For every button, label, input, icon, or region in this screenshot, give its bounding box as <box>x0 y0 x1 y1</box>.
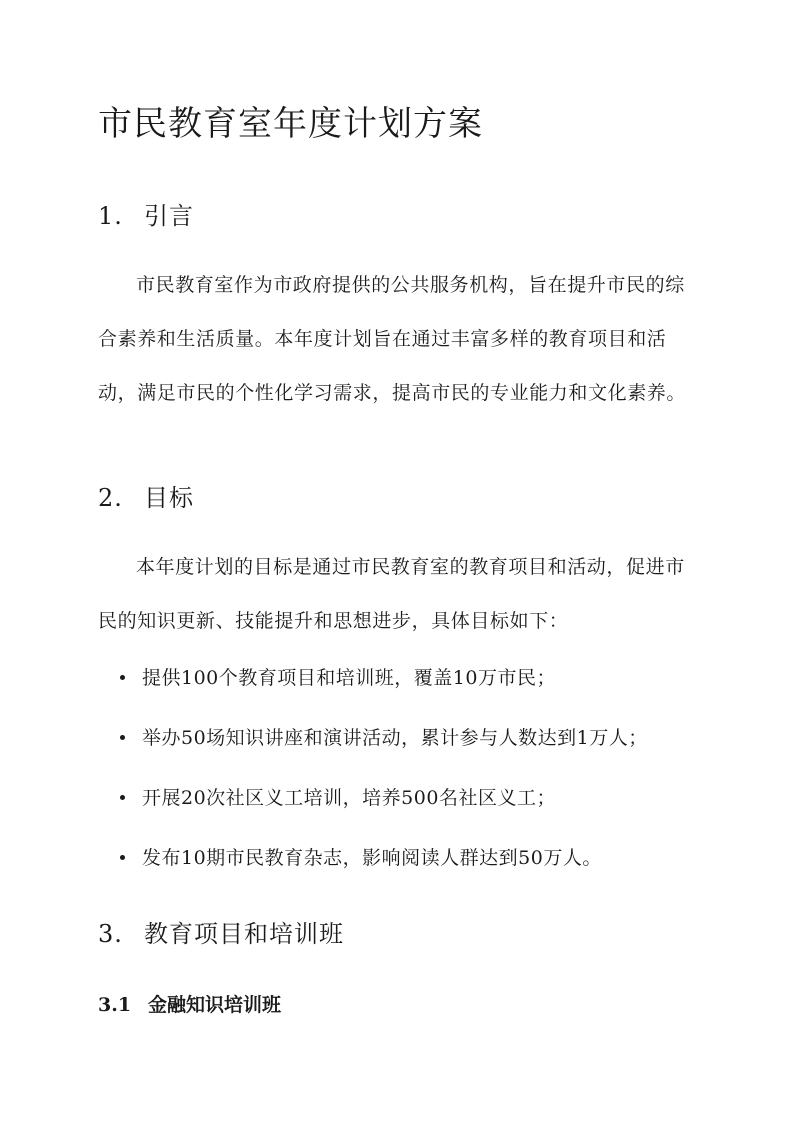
section-number: 3. <box>98 920 123 948</box>
bullet-icon <box>120 795 125 800</box>
subsection-heading-finance-training <box>98 990 281 1017</box>
section-title: 教育项目和培训班 <box>144 920 344 948</box>
section-heading-introduction <box>98 196 194 231</box>
list-item-text: 开展20次社区义工培训，培养500名社区义工； <box>142 787 556 809</box>
list-item-text: 提供100个教育项目和培训班，覆盖10万市民； <box>142 667 556 689</box>
section-heading-goals <box>98 478 194 513</box>
section-heading-programs <box>98 914 344 949</box>
goals-list <box>98 658 702 898</box>
list-item-text: 举办50场知识讲座和演讲活动，累计参与人数达到1万人； <box>142 727 648 749</box>
subsection-number: 3.1 <box>98 994 132 1016</box>
section-number: 1. <box>98 202 123 230</box>
document-title: 市民教育室年度计划方案 <box>98 104 483 144</box>
bullet-icon <box>120 675 125 680</box>
list-item <box>98 838 702 898</box>
section-number: 2. <box>98 484 123 512</box>
subsection-title: 金融知识培训班 <box>148 994 282 1016</box>
list-item <box>98 778 702 838</box>
list-item-text: 发布10期市民教育杂志，影响阅读人群达到50万人。 <box>142 847 602 869</box>
list-item <box>98 718 702 778</box>
section-title: 目标 <box>144 484 194 512</box>
bullet-icon <box>120 855 125 860</box>
goals-paragraph: 本年度计划的目标是通过市民教育室的教育项目和活动，促进市民的知识更新、技能提升和思想进步，具体目标如下： <box>98 556 685 632</box>
section-title: 引言 <box>144 202 194 230</box>
bullet-icon <box>120 735 125 740</box>
list-item <box>98 658 702 718</box>
introduction-paragraph: 市民教育室作为市政府提供的公共服务机构，旨在提升市民的综合素养和生活质量。本年度计划旨在通过丰富多样的教育项目和活动，满足市民的个性化学习需求，提高市民的专业能力和文化素养。 <box>98 274 687 404</box>
